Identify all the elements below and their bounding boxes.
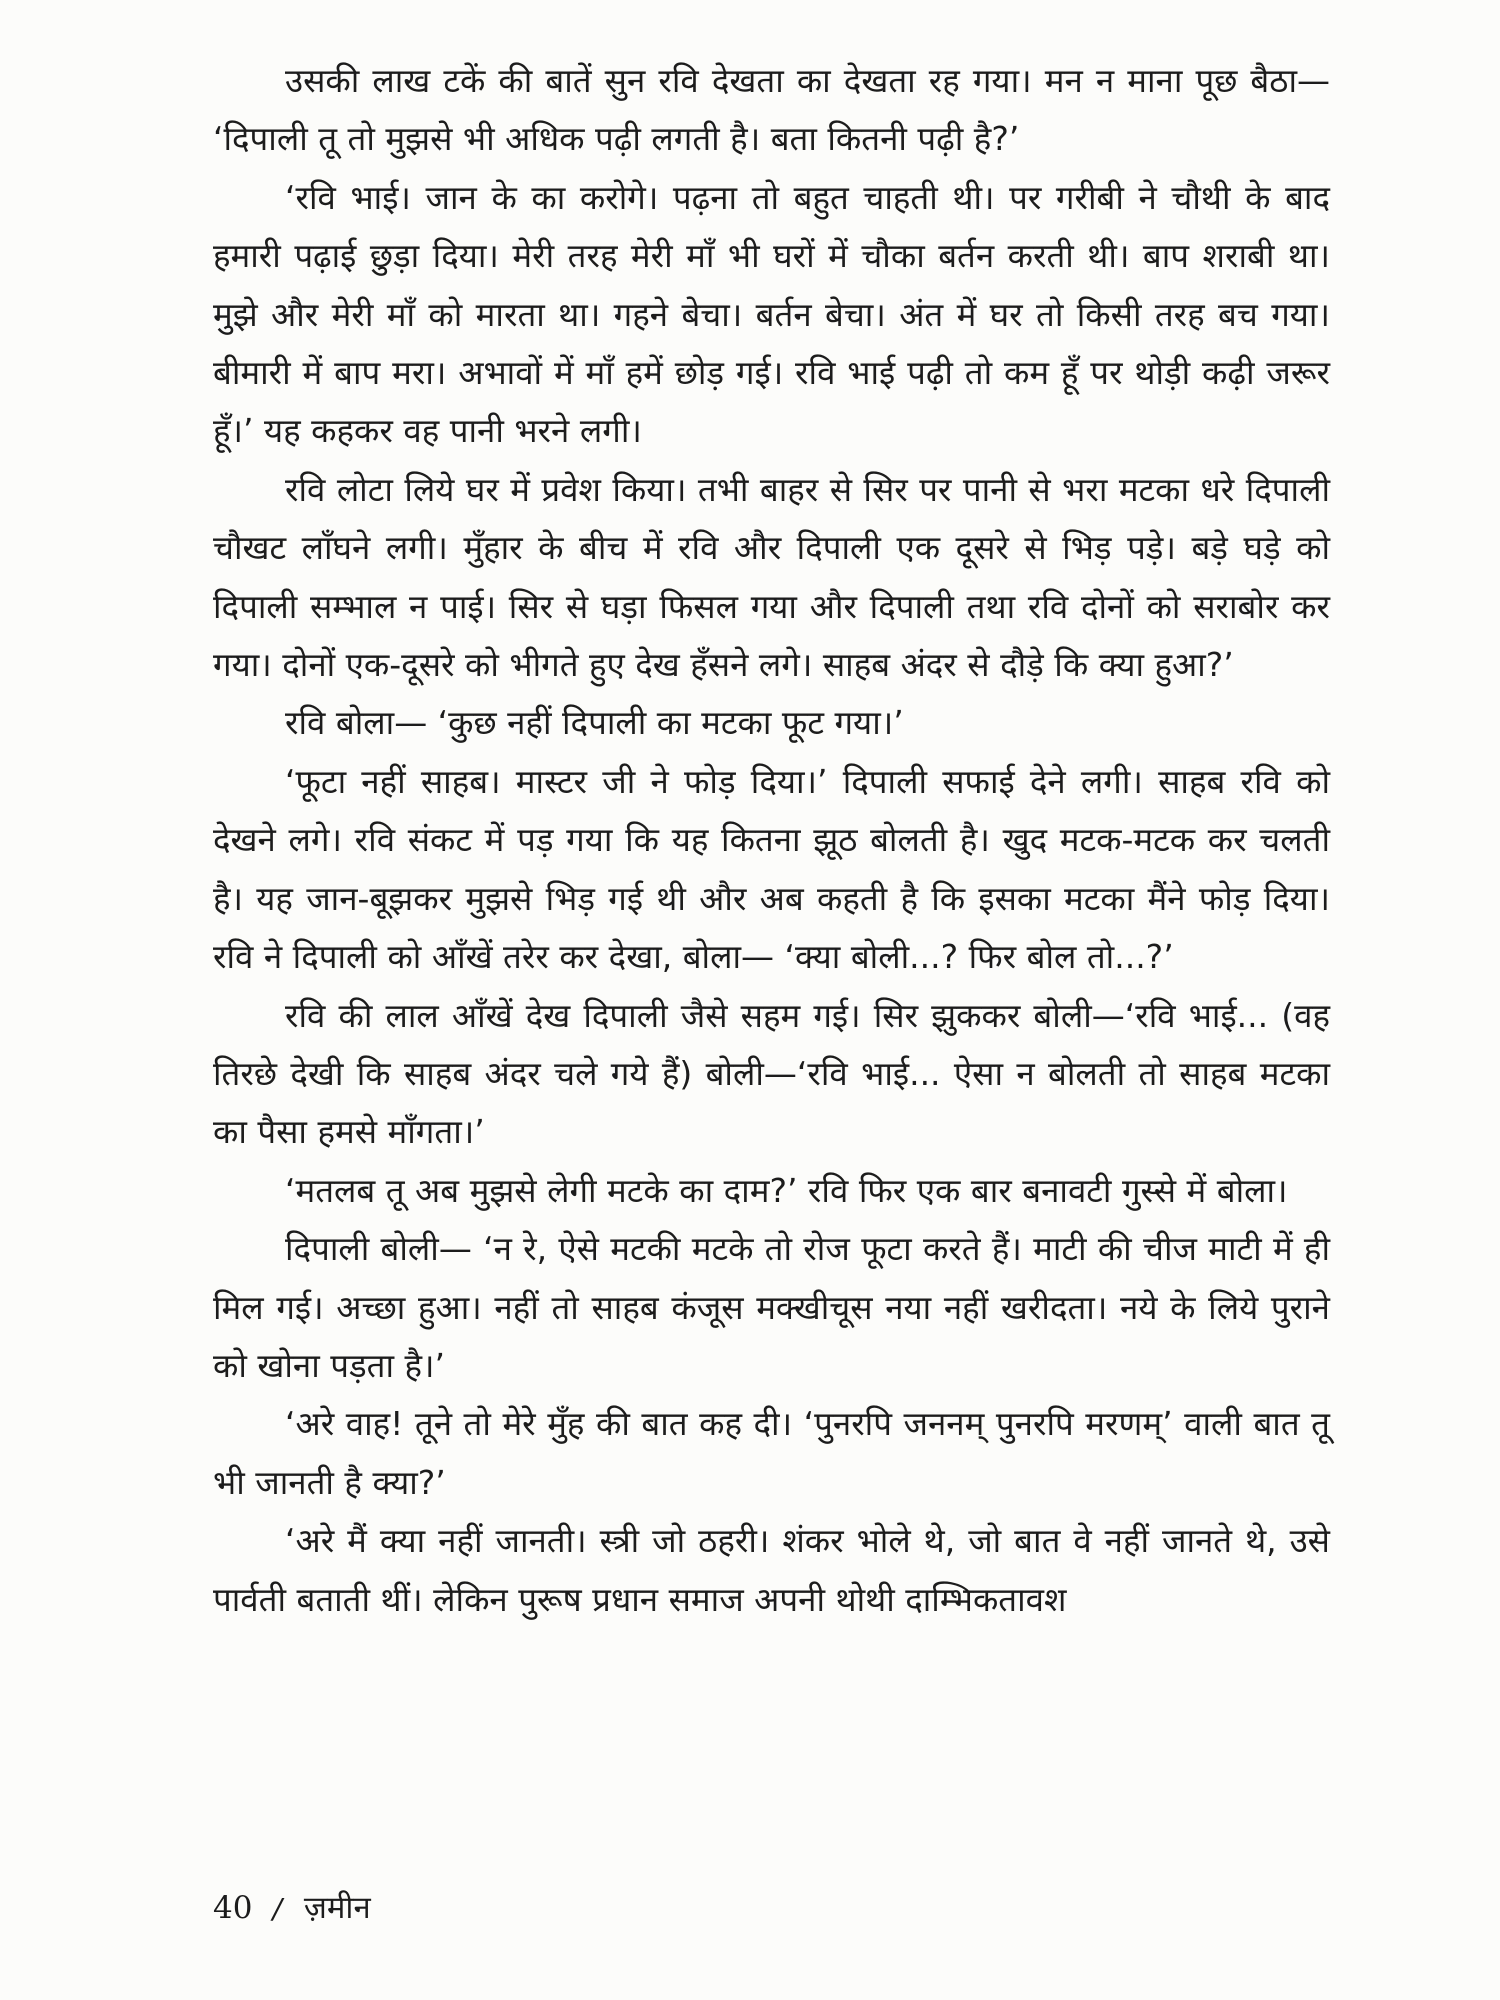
paragraph-2: ‘रवि भाई। जान के का करोगे। पढ़ना तो बहुत चाहती थी। पर गरीबी ने चौथी के बाद हमारी पढ़ाई छुड़ा दिया। मेरी तरह मेरी माँ भी घरों में चौका बर्तन करती थी। बाप शराबी था। मुझे और मेरी माँ को मारता था। गहने बेचा। बर्तन बेचा। अंत में घर तो किसी तरह बच गया। बीमारी में बाप मरा। अभावों में माँ हमें छोड़ गई। रवि भाई पढ़ी तो कम हूँ पर थोड़ी कढ़ी जरूर हूँ।’ यह कहकर वह पानी भरने लगी। [213, 177, 1330, 451]
paragraph-4: रवि बोला— ‘कुछ नहीं दिपाली का मटका फूट गया।’ [285, 703, 904, 743]
body-text [213, 52, 1330, 1629]
paragraph-9: ‘अरे वाह! तूने तो मेरे मुँह की बात कह दी। ‘पुनरपि जननम् पुनरपि मरणम्’ वाली बात तू भी जानती है क्या?’ [213, 1404, 1330, 1502]
page-number: 40 [213, 1890, 253, 1926]
paragraph-8: दिपाली बोली— ‘न रे, ऐसे मटकी मटके तो रोज फूटा करते हैं। माटी की चीज माटी में ही मिल गई। अच्छा हुआ। नहीं तो साहब कंजूस मक्खीचूस नया नहीं खरीदता। नये के लिये पुराने को खोना पड़ता है।’ [213, 1229, 1330, 1385]
paragraph-5: ‘फूटा नहीं साहब। मास्टर जी ने फोड़ दिया।’ दिपाली सफाई देने लगी। साहब रवि को देखने लगे। रवि संकट में पड़ गया कि यह कितना झूठ बोलती है। खुद मटक-मटक कर चलती है। यह जान-बूझकर मुझसे भिड़ गई थी और अब कहती है कि इसका मटका मैंने फोड़ दिया। रवि ने दिपाली को आँखें तरेर कर देखा, बोला— ‘क्या बोली...? फिर बोल तो...?’ [213, 761, 1330, 977]
book-title: ज़मीन [303, 1890, 371, 1926]
paragraph-1: उसकी लाख टकें की बातें सुन रवि देखता का देखता रह गया। मन न माना पूछ बैठा— ‘दिपाली तू तो मुझसे भी अधिक पढ़ी लगती है। बता कितनी पढ़ी है?’ [213, 61, 1330, 159]
footer-separator: / [272, 1892, 282, 1925]
paragraph-6: रवि की लाल आँखें देख दिपाली जैसे सहम गई। सिर झुककर बोली—‘रवि भाई... (वह तिरछे देखी कि साहब अंदर चले गये हैं) बोली—‘रवि भाई... ऐसा न बोलती तो साहब मटका का पैसा हमसे माँगता।’ [213, 995, 1330, 1152]
paragraph-3: रवि लोटा लिये घर में प्रवेश किया। तभी बाहर से सिर पर पानी से भरा मटका धरे दिपाली चौखट लाँघने लगी। मुँहार के बीच में रवि और दिपाली एक दूसरे से भिड़ पड़े। बड़े घड़े को दिपाली सम्भाल न पाई। सिर से घड़ा फिसल गया और दिपाली तथा रवि दोनों को सराबोर कर गया। दोनों एक-दूसरे को भीगते हुए देख हँसने लगे। साहब अंदर से दौड़े कि क्या हुआ?’ [213, 469, 1330, 685]
page-footer [213, 1888, 371, 1929]
paragraph-7: ‘मतलब तू अब मुझसे लेगी मटके का दाम?’ रवि फिर एक बार बनावटी गुस्से में बोला। [285, 1170, 1288, 1210]
paragraph-10: ‘अरे मैं क्या नहीं जानती। स्त्री जो ठहरी। शंकर भोले थे, जो बात वे नहीं जानते थे, उसे पार्वती बताती थीं। लेकिन पुरूष प्रधान समाज अपनी थोथी दाम्भिकतावश [213, 1521, 1330, 1619]
